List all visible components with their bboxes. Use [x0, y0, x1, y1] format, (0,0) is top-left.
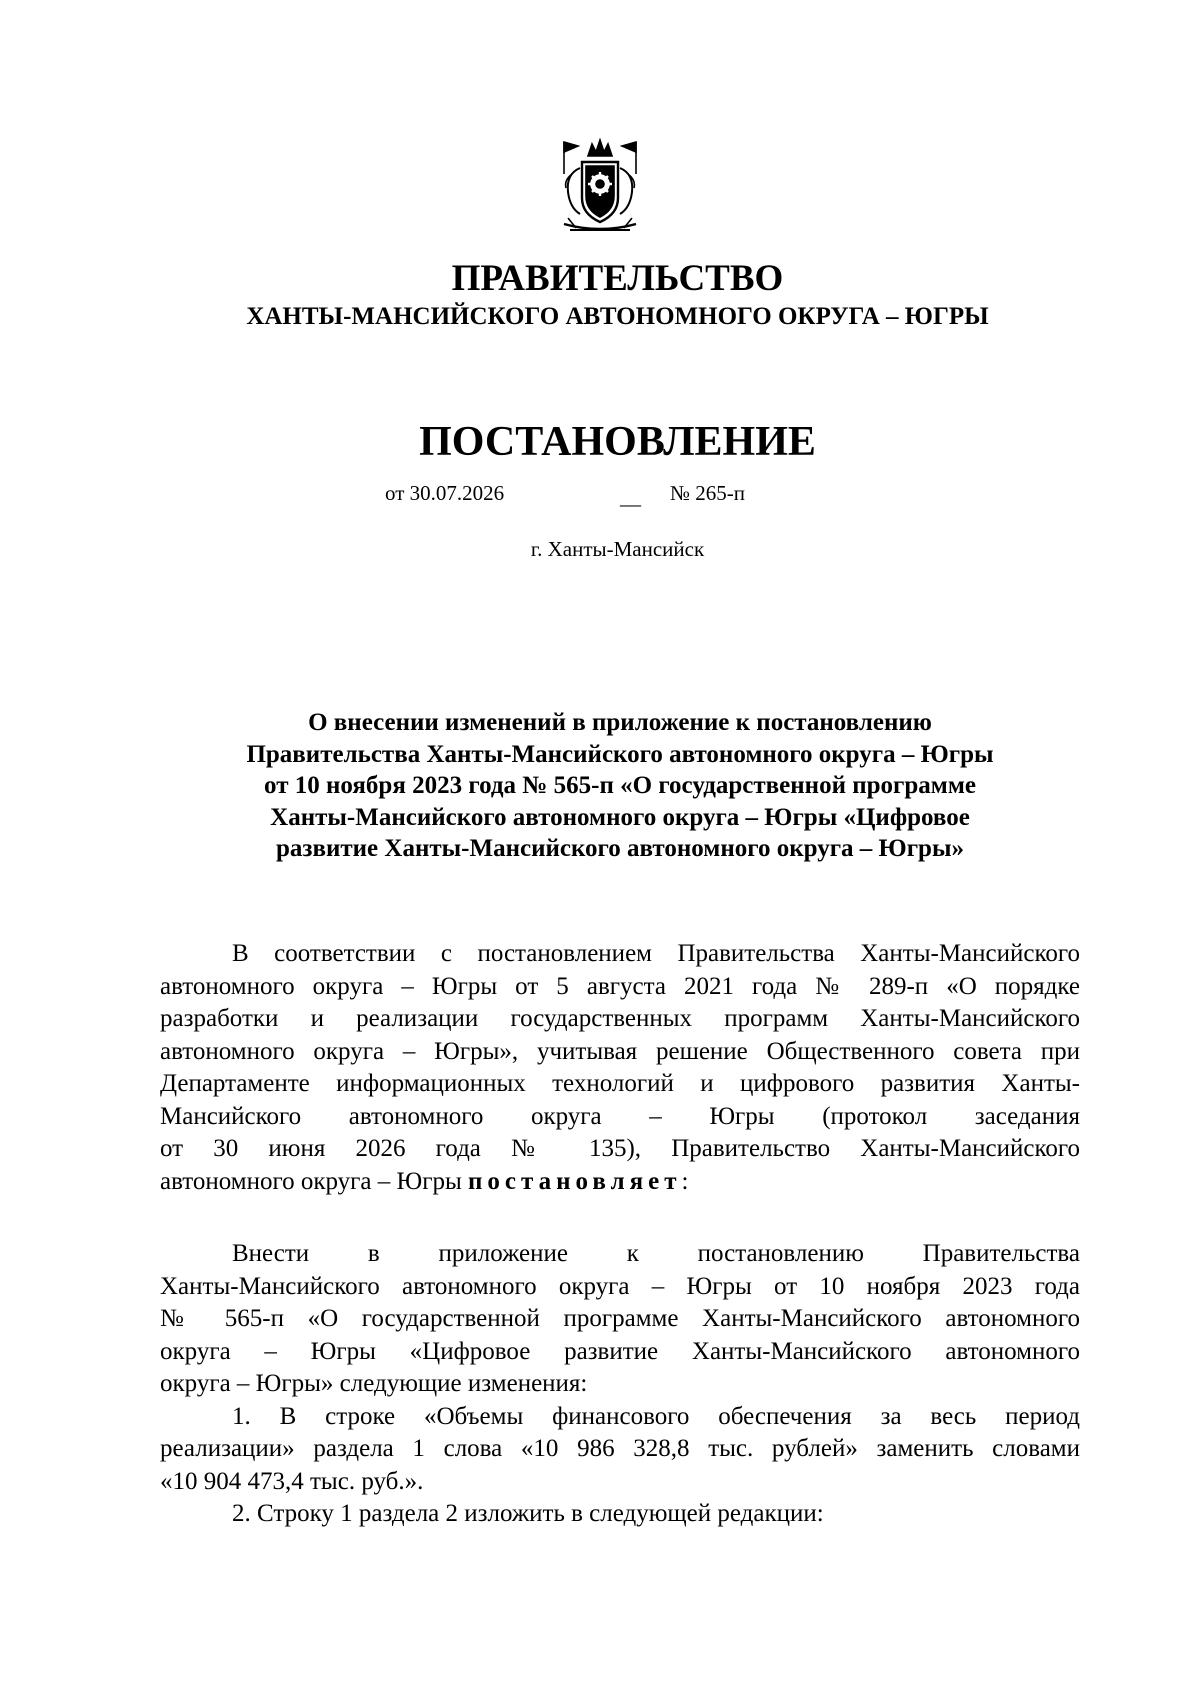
date-separator: __ [620, 485, 641, 509]
heading-line: от 10 ноября 2023 года № 565-п «О государственной программе [264, 772, 976, 799]
text-line: Внести в приложение к постановлению Правительства [232, 1240, 1080, 1267]
preamble-paragraph [160, 938, 1080, 1198]
text-line [160, 1166, 1080, 1199]
text-line: реализации» раздела 1 слова «10 986 328,8 тыс. рублей» заменить словами [160, 1435, 1080, 1462]
text-line: автономного округа – Югры», учитывая решение Общественного совета при [160, 1037, 1080, 1065]
list-item-2: 2. Строку 1 раздела 2 изложить в следующей редакции: [232, 1500, 824, 1527]
city: г. Ханты-Мансийск [530, 537, 705, 561]
text-line: Департаменте информационных технологий и цифрового развития Ханты- [160, 1070, 1080, 1097]
text-line: автономного округа – Югры от 5 августа 2021 года № 289-п «О порядке [160, 972, 1080, 1000]
resolves-keyword: постановляет [468, 1167, 682, 1195]
list-item-1: 1. В строке «Объемы финансового обеспечения за весь период [232, 1402, 1080, 1430]
coat-of-arms-icon [550, 134, 650, 240]
text-line: от 30 июня 2026 года № 135), Правительство Ханты-Мансийского [160, 1135, 1080, 1162]
heading-line: Ханты-Мансийского автономного округа – Югры «Цифровое [270, 803, 970, 831]
government-title: ПРАВИТЕЛЬСТВО [451, 258, 784, 299]
text-line: Мансийского автономного округа – Югры (протокол заседания [160, 1102, 1080, 1130]
region-title: ХАНТЫ-МАНСИЙСКОГО АВТОНОМНОГО ОКРУГА – ЮГРЫ [246, 303, 989, 330]
text-line: разработки и реализации государственных программ Ханты-Мансийского [160, 1005, 1080, 1032]
text-line: «10 904 473,4 тыс. руб.». [160, 1467, 424, 1495]
resolution-paragraph [160, 1238, 1080, 1531]
document-heading [160, 707, 1080, 865]
document-type: ПОСТАНОВЛЕНИЕ [419, 419, 816, 465]
document-date: от 30.07.2026 [385, 481, 505, 505]
heading-line: развитие Ханты-Мансийского автономного округа – Югры» [276, 835, 964, 862]
text-line: Ханты-Мансийского автономного округа – Югры от 10 ноября 2023 года [160, 1272, 1080, 1300]
text-fragment: автономного округа – Югры [160, 1167, 469, 1195]
document-number: № 265-п [670, 481, 746, 505]
text-fragment: : [681, 1167, 689, 1195]
heading-line: О внесении изменений в приложение к постановлению [308, 709, 932, 736]
text-line: округа – Югры» следующие изменения: [160, 1370, 588, 1397]
text-line: № 565-п «О государственной программе Ханты-Мансийского автономного [160, 1305, 1080, 1332]
heading-line: Правительства Ханты-Мансийского автономного округа – Югры [246, 740, 994, 768]
text-line: В соответствии с постановлением Правительства Ханты-Мансийского [232, 940, 1080, 967]
text-line: округа – Югры «Цифровое развитие Ханты-Мансийского автономного [160, 1337, 1080, 1365]
